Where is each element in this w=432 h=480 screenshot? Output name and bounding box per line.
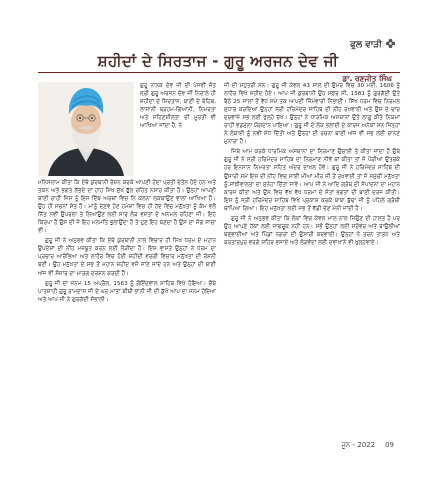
paragraph: ਗੁਰੂ ਜੀ ਨੇ ਅਨੁਭਵ ਕੀਤਾ ਕਿ ਏਥੇ ਕੁਰਬਾਨੀ ਨਾਲ ਵਿਚਾਰ ਹੀ ਸਿਖ ਧਰਮ ਦੇ ਮਹਾਨ ਉਪਦੇਸ਼ਾਂ ਦੀ ਨੀਂਹ ਮਜ਼ਬੂਤ ਕਰਨ ਲਈ ਲੋੜੀਂਦਾ ਹੈ। ਇਸ ਵਾਸਤੇ ਉਨ੍ਹਾਂ ਨੇ ਧਰਮ ਦਾ ਪ੍ਰਚਾਰ ਆਰੰਭਿਆ ਅਤੇ ਲਾਹੌਰ ਵਿਚ ਹੋਈ ਸ਼ਹੀਦੀ ਵਰਗੀ ਵਿਚਾਰ ਮਨੁੱਖਤਾ ਦੀ ਰੋਸ਼ਨੀ ਬਣੀ। ਉਹ ਮਨੁੱਖਤਾ ਦੇ ਸਭ ਤੋਂ ਮਹਾਨ ਸ਼ਹੀਦ ਵਜੋਂ ਜਾਣੇ ਜਾਂਦੇ ਹਨ ਅਤੇ ਉਨ੍ਹਾਂ ਦੀ ਬਾਣੀ ਅੱਜ ਵੀ ਸੰਸਾਰ ਦਾ ਮਾਰਗ ਦਰਸ਼ਨ ਕਰਦੀ ਹੈ। [38, 238, 216, 277]
paragraph: ਗੁਰੂ ਜੀ ਦਾ ਜਨਮ 15 ਅਪ੍ਰੈਲ, 1563 ਨੂੰ ਗੋਇੰਦਵਾਲ ਸਾਹਿਬ ਵਿਖੇ ਹੋਇਆ। ਚੌਥੇ ਪਾਤਸ਼ਾਹੀ ਗੁਰੂ ਰਾਮਦਾਸ ਜੀ ਦੇ ਘਰ ਮਾਤਾ ਬੀਬੀ ਭਾਨੀ ਜੀ ਦੀ ਕੁੱਖੋਂ ਆਪ ਦਾ ਜਨਮ ਹੋਇਆ ਅਤੇ ਆਪ ਜੀ ਨੇ ਗੁਰਗੱਦੀ ਸੰਭਾਲੀ। [38, 280, 216, 303]
article-headline: ਸ਼ਹੀਦਾਂ ਦੇ ਸਿਰਤਾਜ - ਗੁਰੂ ਅਰਜਨ ਦੇਵ ਜੀ [97, 52, 339, 70]
issue-month: ਜੂਨ - 2022 [341, 441, 376, 449]
page-number: 09 [385, 441, 394, 449]
paragraph: ਗੁਰੂ ਜੀ ਨੇ ਅਨੁਭਵ ਕੀਤਾ ਕਿ ਲੋਕਾਂ ਵਿਚ ਕੇਵਲ ਮਾਲ ਨਾਲ ਜਿਉਣ ਦੀ ਹਾਲਤ ਹੈ ਪਰ ਉਹ ਆਪਣੇ ਹੱਕਾਂ ਲਈ ਜਾਗਰੂਕ ਨਹੀਂ ਹਨ। ਸਭੋ ਉਨ੍ਹਾਂ ਲਈ ਸਰੋਵਰ ਅਤੇ ਬਾਉਲੀਆਂ ਬਣਵਾਈਆਂ ਅਤੇ ਪਿੰਡਾਂ ਨਗਰਾਂ ਦੀ ਉਸਾਰੀ ਕਰਵਾਈ। ਉਨ੍ਹਾਂ ਨੇ ਤਰਨ ਤਾਰਨ ਅਤੇ ਕਰਤਾਰਪੁਰ ਵਰਗੇ ਸ਼ਹਿਰ ਵਸਾਏ ਅਤੇ ਲੋੜਵੰਦਾਂ ਲਈ ਦਵਾਖਾਨੇ ਵੀ ਖੁਲ੍ਹਵਾਏ। [224, 215, 400, 246]
paragraph: ਜਿਥੇ ਆਮ ਕਰਕੇ ਧਾਰਮਿਕ ਅਸਥਾਨਾਂ ਦਾ ਨਿਰਮਾਣ ਉਚਾਈ ਤੇ ਕੀਤਾ ਜਾਂਦਾ ਹੈ ਉਥੇ ਗੁਰੂ ਜੀ ਨੇ ਸ੍ਰੀ ਹਰਿਮੰਦਰ ਸਾਹਿਬ ਦਾ ਨਿਰਮਾਣ ਨੀਵੇਂ ਥਾਂ ਕੀਤਾ ਤਾਂ ਜੋ ਪੌੜੀਆਂ ਉਤਰਕੇ ਹਰ ਇਨਸਾਨ ਨਿਮਰਤਾ ਸਹਿਤ ਅੰਦਰ ਦਾਖਲ ਹੋਵੇ। ਗੁਰੂ ਜੀ ਨੇ ਹਰਿਮੰਦਰ ਸਾਹਿਬ ਦੀ ਉਸਾਰੀ ਸਮੇਂ ਇਸ ਦੀ ਨੀਂਹ ਵਿਚ ਸਾਈਂ ਮੀਆਂ ਮੀਰ ਜੀ ਤੋਂ ਰਖਵਾਈ ਤਾਂ ਜੋ ਸਮੁੱਚੀ ਮਨੁੱਖਤਾ ਨੂੰ ਸਾਂਝੀਵਾਲਤਾ ਦਾ ਸੁਨੇਹਾ ਦਿੱਤਾ ਜਾਵੇ। ਆਪ ਜੀ ਨੇ ਆਦਿ ਗ੍ਰੰਥ ਦੀ ਸੰਪਾਦਨਾ ਦਾ ਮਹਾਨ ਕਾਰਜ ਕੀਤਾ ਅਤੇ ਉਸ ਵਿਚ ਵੱਖ ਵੱਖ ਧਰਮਾਂ ਦੇ ਸੰਤਾਂ ਭਗਤਾਂ ਦੀ ਬਾਣੀ ਦਰਜ ਕੀਤੀ। ਇਸ ਨੂੰ ਸ੍ਰੀ ਹਰਿਮੰਦਰ ਸਾਹਿਬ ਵਿਖੇ ਪ੍ਰਕਾਸ਼ ਕਰਕੇ ਬਾਬਾ ਬੁੱਢਾ ਜੀ ਨੂੰ ਪਹਿਲੇ ਗ੍ਰੰਥੀ ਥਾਪਿਆ ਗਿਆ। ਇਹ ਮਨੁੱਖਤਾ ਲਈ ਸਭ ਤੋਂ ਵੱਡੀ ਦੇਣ ਮੰਨੀ ਜਾਂਦੀ ਹੈ। [224, 149, 400, 212]
article-intro-column [140, 82, 216, 132]
paragraph: ਮਨਿਸਲਾਮ ਕੀਤਾ ਕਿ ਏਥੇ ਕੁਰਬਾਨੀ ਰੋਸ਼ਨ ਕਰਕੇ ਆਪਣੀ ਹੋਂਦਾ ਪ੍ਰਤੀ ਚੇਤੰਨ ਹੋਏ ਹਨ ਅਤੇ ਤਕਨ ਅਤੇ ਭਗਤ ਲੱਭਦੇ ਦਾ ਹਾਂਹ ਸਿਖ ਸੁੱਖ ਫੁੱਲ ਰਹਿਤ ਨਸ਼ਾਰ ਕੀਤਾ ਹੈ। ਉਨ੍ਹਾਂ ਆਪਣੀ ਬਾਣੀ ਰਾਹੀਂ ਜਿਸ ਨੂੰ ਇਸ ਦਿੱਬ ਅਰਥਾਂ ਵਿਚ ਨਿ ਕਲਨਾ ਲਕਬਾਉਣ ਵਾਲਾ ਆਖਿਆ ਹੈ। ਉਹ ਹੀ ਸਚਨਾਂ ਸੰਤ ਹੈ। ਮਾਨੂੰ ਦੇਣਵ ਹੋਣ ਹਮੇਸ਼ਾਂ ਵਿਚ ਹੀ ਹੱਦ ਵਿਚ ਮਨੁੱਖਤਾ ਨੂੰ ਕੰਮ ਵਲੋਂ ਨਿੱਤ ਨਵੀਂ ਉਪਰਲਾ ਤੇ ਲਿਆਉਣ ਲਈ ਸਾਰ ਲੋੜ ਵਸਤਾਂ ਦੇ ਅਨਮਲ ਰਹਿਣਾ ਜੀ। ਇਹ ਕਿਰਪਾ ਹੈ ਉਸ ਦੀ ਜੋ ਇਹ ਮਨਮਤਿ ਭੁਲਾਉਂਦਾ ਹੈ ਤੇ ਹੁਣ ਇਹ ਬਣਦਾ ਹੈ ਉਸ ਦਾ ਸੰਗ ਸਾਚਾ ਵੀ। [38, 180, 216, 235]
flower-icon [385, 38, 396, 52]
author-portrait [38, 82, 134, 176]
article-left-column [38, 179, 216, 306]
brand-name: ਫੁਲ ਵਾੜੀ [350, 40, 382, 50]
magazine-brand [350, 38, 396, 52]
article-right-column [224, 82, 400, 249]
intro-paragraph: ਗੁਰੂ ਨਾਨਕ ਦੇਵ ਜੀ ਦੀ ਪੰਜਵੀਂ ਜੋਤ ਸ੍ਰੀ ਗੁਰੂ ਅਰਜਨ ਦੇਵ ਜੀ ਨਿਰਾਲੇ ਹੀ ਸ਼ਹੀਦਾਂ ਦੇ ਸਿਰਤਾਜ, ਬਾਣੀ ਦੇ ਬੋਹਿਥ, ਲਾਸਾਨੀ ਬ੍ਰਹਮ-ਗਿਆਨੀ, ਨਿਮਰਤਾ ਅਤੇ ਸਹਿਣਸ਼ੀਲਤਾ ਦੀ ਮੂਰਤੀ ਵੀ ਆਖਿਆ ਜਾਂਦਾ ਹੈ, ਨੇ [140, 83, 216, 130]
paragraph: ਜੀ ਦੀ ਸਪੁੱਤਰੀ ਸਨ। ਗੁਰੂ ਜੀ ਕੇਵਲ 43 ਸਾਲ ਦੀ ਉਮਰ ਵਿਚ 30 ਮਈ, 1606 ਨੂੰ ਲਾਹੌਰ ਵਿਖੇ ਸ਼ਹੀਦ ਹੋਏ। ਆਪ ਜੀ ਕੁਰਬਾਨੀ ਉਹ ਸਫ਼ਰ ਸੀ, 1581 ਨੂੰ ਗੁਰਗੱਦੀ ਉਤੇ ਬੈਠੇ 25 ਸਾਲਾਂ ਤੋਂ ਵੱਧ ਸਮੇਂ ਤਕ ਆਪਣੀ ਜ਼ਿੰਮੇਵਾਰੀ ਨਿਭਾਈ। ਸਿੱਖ ਧਰਮ ਵਿਚ ਨਿਰਮਲ ਸੁਧਾਰ ਕਰਦਿਆਂ ਉਨ੍ਹਾਂ ਸ੍ਰੀ ਹਰਿਮੰਦਰ ਸਾਹਿਬ ਦੀ ਨੀਂਹ ਰਖਵਾਈ ਅਤੇ ਉਸ ਦੇ ਚਾਰ ਦਰਵਾਜ਼ੇ ਸਭ ਲਈ ਖੁੱਲ੍ਹੇ ਰੱਖੇ। ਉਨ੍ਹਾਂ ਨੇ ਧਾਰਮਿਕ ਅਸਥਾਨਾਂ ਉਤੇ ਲਾਗੂ ਕੀਤੇ ਨਿਯਮਾਂ ਰਾਹੀਂ ਵਡਮੁੱਲਾ ਯੋਗਦਾਨ ਪਾਇਆ। ਗੁਰੂ ਜੀ ਦੇ ਲੋਕ ਭਲਾਈ ਦੇ ਕਾਰਜ ਅਨੇਕਾਂ ਸਨ ਜਿਨ੍ਹਾਂ ਨੇ ਲੋਕਾਈ ਨੂੰ ਨਵੀਂ ਸੇਧ ਦਿੱਤੀ ਅਤੇ ਉਨ੍ਹਾਂ ਦੀ ਰਚਨਾ ਬਾਣੀ ਅੱਜ ਵੀ ਸਭ ਲਈ ਚਾਨਣ ਮੁਨਾਰਾ ਹੈ। [224, 83, 400, 146]
author-byline: ਡਾ. ਰਣਜੀਤ ਸਿੰਘ [342, 74, 392, 83]
headline-divider [38, 72, 400, 73]
page-footer [341, 441, 394, 450]
